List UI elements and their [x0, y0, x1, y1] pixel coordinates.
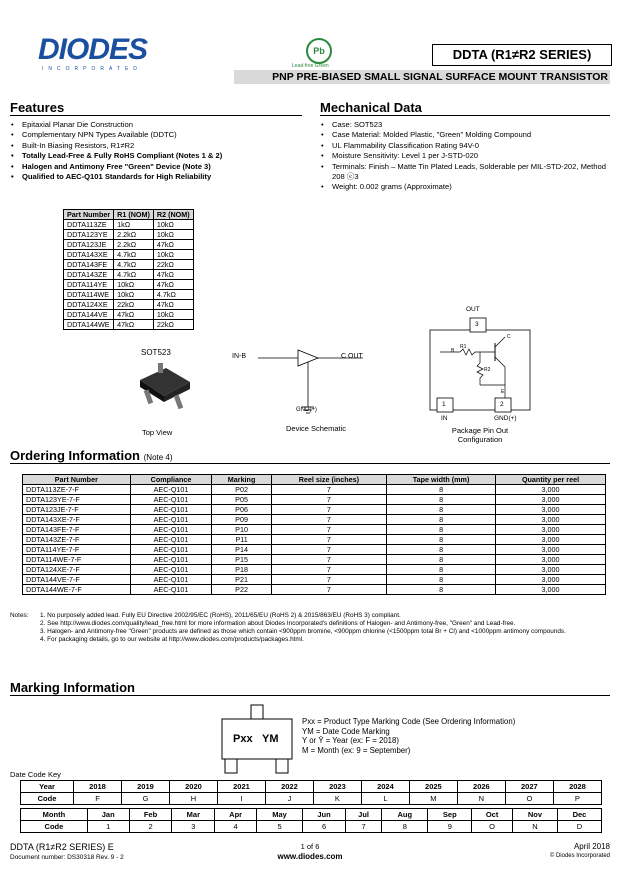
footer-page: 1 of 6	[300, 842, 320, 851]
part-table-cell: 4.7kΩ	[153, 290, 193, 300]
part-table-cell: DDTA144VE	[64, 310, 114, 320]
part-table-cell: DDTA124XE	[64, 300, 114, 310]
ordering-table-cell: 3,000	[496, 485, 606, 495]
ordering-table-cell: AEC-Q101	[130, 585, 212, 595]
part-table-cell: 4.7kΩ	[114, 260, 154, 270]
month-cell: Apr	[215, 809, 257, 821]
feature-item: • Built-In Biasing Resistors, R1≠R2	[22, 141, 302, 151]
month-cell: May	[257, 809, 303, 821]
footer-date: April 2018	[573, 842, 610, 851]
marking-chip-ym: YM	[262, 733, 279, 745]
feature-item: • Epitaxial Planar Die Construction	[22, 120, 302, 130]
ordering-table-cell: P02	[212, 485, 271, 495]
part-table-cell: DDTA144WE	[64, 320, 114, 330]
ordering-table-row	[23, 545, 606, 555]
mechanical-item: • Moisture Sensitivity: Level 1 per J-STD-020	[332, 151, 610, 161]
month-cell: Jun	[303, 809, 346, 821]
part-table-cell: 47kΩ	[114, 310, 154, 320]
marking-legend-line: Y or Ȳ = Year (ex: F = 2018)	[302, 736, 399, 745]
month-code-cell: 3	[172, 821, 215, 833]
note-item: 3. Halogen- and Antimony-free "Green" products are defined as those which contain <900ppm bromine, <900ppm chlorine (<1500ppm total Br + Cl) and <1000ppm antimony compounds.	[40, 628, 566, 635]
month-code-cell: 1	[87, 821, 129, 833]
month-code-cell: N	[512, 821, 557, 833]
marking-section	[10, 680, 610, 696]
part-table-cell: DDTA114WE	[64, 290, 114, 300]
part-table-row	[64, 230, 194, 240]
ordering-table-row	[23, 515, 606, 525]
part-table-row	[64, 270, 194, 280]
part-table-cell: DDTA123YE	[64, 230, 114, 240]
ordering-table-cell: 3,000	[496, 565, 606, 575]
marking-chip-pxx: Pxx	[233, 733, 253, 745]
year-code-cell: O	[505, 793, 553, 805]
sot523-package-image	[128, 360, 198, 415]
month-code-cell: 7	[345, 821, 381, 833]
month-cell: Aug	[382, 809, 428, 821]
marking-legend-line: Pxx = Product Type Marking Code (See Ordering Information)	[302, 717, 516, 726]
ordering-table-cell: 7	[271, 495, 386, 505]
year-cell: Year	[21, 781, 74, 793]
ordering-table-cell: P06	[212, 505, 271, 515]
ordering-table-cell: 3,000	[496, 545, 606, 555]
ordering-table-cell: 7	[271, 555, 386, 565]
schematic-in-b: IN-B	[232, 353, 246, 360]
ordering-table-header: Quantity per reel	[496, 475, 606, 485]
ordering-table-cell: P21	[212, 575, 271, 585]
part-table-cell: 4.7kΩ	[114, 270, 154, 280]
ordering-table-header: Compliance	[130, 475, 212, 485]
ordering-table-row	[23, 585, 606, 595]
year-cell: 2023	[313, 781, 361, 793]
features-title: Features	[10, 100, 302, 116]
month-code-cell: 9	[428, 821, 472, 833]
year-cell: 2021	[217, 781, 265, 793]
ordering-table-cell: AEC-Q101	[130, 565, 212, 575]
part-table-cell: DDTA143XE	[64, 250, 114, 260]
ordering-title	[10, 448, 610, 464]
ordering-table-cell: P05	[212, 495, 271, 505]
month-cell: Nov	[512, 809, 557, 821]
ordering-table-row	[23, 565, 606, 575]
part-table-cell: 1kΩ	[114, 220, 154, 230]
ordering-table-cell: AEC-Q101	[130, 545, 212, 555]
ordering-table-cell: DDTA123YE-7-F	[23, 495, 131, 505]
month-cell: Mar	[172, 809, 215, 821]
ordering-table-cell: 3,000	[496, 555, 606, 565]
ordering-table	[22, 474, 606, 595]
month-code-cell: 6	[303, 821, 346, 833]
month-cell: Jul	[345, 809, 381, 821]
year-cell: 2027	[505, 781, 553, 793]
month-code-cell: 4	[215, 821, 257, 833]
mechanical-item: • Weight: 0.002 grams (Approximate)	[332, 182, 610, 192]
year-cell: 2026	[457, 781, 505, 793]
ordering-table-cell: 7	[271, 545, 386, 555]
diodes-logo-sub: INCORPORATED	[42, 66, 142, 72]
footer-part: DDTA (R1≠R2 SERIES) E	[10, 842, 114, 852]
mechanical-item: • Case Material: Molded Plastic, "Green" Molding Compound	[332, 130, 610, 140]
year-code-cell: F	[74, 793, 122, 805]
month-cell: Dec	[557, 809, 601, 821]
pinout-caption: Package Pin Out Configuration	[451, 426, 509, 444]
month-cell: Oct	[472, 809, 513, 821]
date-code-key-label: Date Code Key	[10, 770, 61, 779]
part-table-cell: DDTA143FE	[64, 260, 114, 270]
ordering-table-cell: 8	[387, 495, 496, 505]
top-view-caption: Top View	[142, 428, 173, 437]
year-code-cell: M	[409, 793, 457, 805]
month-cell: Sep	[428, 809, 472, 821]
ordering-table-cell: 8	[387, 545, 496, 555]
ordering-table-cell: AEC-Q101	[130, 505, 212, 515]
ordering-table-cell: DDTA143XE-7-F	[23, 515, 131, 525]
schematic-caption: Device Schematic	[286, 424, 347, 433]
mechanical-section	[320, 100, 610, 193]
part-table-row	[64, 240, 194, 250]
year-code-cell: N	[457, 793, 505, 805]
ordering-table-header: Tape width (mm)	[387, 475, 496, 485]
ordering-table-cell: DDTA143ZE-7-F	[23, 535, 131, 545]
mechanical-list	[320, 120, 610, 193]
year-code-cell: J	[265, 793, 313, 805]
year-code-cell: L	[361, 793, 409, 805]
part-table-cell: 4.7kΩ	[114, 250, 154, 260]
part-table-cell: 10kΩ	[153, 230, 193, 240]
ordering-table-cell: 8	[387, 515, 496, 525]
month-code-cell: Code	[21, 821, 88, 833]
ordering-table-cell: 3,000	[496, 495, 606, 505]
ordering-table-cell: DDTA144VE-7-F	[23, 575, 131, 585]
part-table-row	[64, 260, 194, 270]
ordering-table-header: Part Number	[23, 475, 131, 485]
ordering-table-cell: 8	[387, 555, 496, 565]
ordering-table-row	[23, 535, 606, 545]
part-table-cell: 10kΩ	[153, 310, 193, 320]
year-code-cell: K	[313, 793, 361, 805]
pinout-pin3: 3	[475, 321, 479, 328]
pinout-pin2: 2	[500, 401, 504, 408]
ordering-table-cell: P15	[212, 555, 271, 565]
note-item: 1. No purposely added lead. Fully EU Directive 2002/95/EC (RoHS), 2011/65/EU (RoHS 2) & 2015/863/EU (RoHS 3) compliant.	[40, 612, 401, 619]
part-table-cell: 10kΩ	[114, 280, 154, 290]
month-code-cell: 5	[257, 821, 303, 833]
ordering-table-row	[23, 555, 606, 565]
part-table-row	[64, 220, 194, 230]
month-cell: Month	[21, 809, 88, 821]
ordering-table-cell: P14	[212, 545, 271, 555]
ordering-table-cell: 3,000	[496, 585, 606, 595]
ordering-table-row	[23, 575, 606, 585]
part-table-header: Part Number	[64, 210, 114, 220]
ordering-table-header: Marking	[212, 475, 271, 485]
part-table-cell: 47kΩ	[114, 320, 154, 330]
part-table-cell: DDTA143ZE	[64, 270, 114, 280]
part-table-row	[64, 290, 194, 300]
ordering-table-cell: DDTA144WE-7-F	[23, 585, 131, 595]
lead-free-label: Lead-free Green	[292, 63, 329, 69]
feature-item: • Qualified to AEC-Q101 Standards for High Reliability	[22, 172, 302, 182]
feature-item: • Complementary NPN Types Available (DDTC)	[22, 130, 302, 140]
ordering-table-row	[23, 525, 606, 535]
year-code-cell: H	[169, 793, 217, 805]
year-code-table	[20, 780, 602, 805]
part-table-cell: 47kΩ	[153, 270, 193, 280]
pinout-r2: R2	[484, 367, 491, 373]
schematic-c-out: C OUT	[341, 353, 363, 360]
pinout-diagram	[425, 315, 535, 415]
ordering-table-cell: 3,000	[496, 525, 606, 535]
part-table-cell: 47kΩ	[153, 300, 193, 310]
note-item: 2. See http://www.diodes.com/quality/lead_free.html for more information about Diodes Incorporated's definitions of Halogen- and Antimony-free, "Green" and Lead-free.	[40, 620, 516, 627]
part-table-row	[64, 250, 194, 260]
ordering-table-cell: AEC-Q101	[130, 575, 212, 585]
part-table-cell: 10kΩ	[153, 250, 193, 260]
month-code-cell: 2	[129, 821, 172, 833]
part-resistor-table	[63, 209, 194, 330]
part-table-cell: 22kΩ	[114, 300, 154, 310]
ordering-table-row	[23, 485, 606, 495]
part-table-cell: 47kΩ	[153, 240, 193, 250]
year-code-cell: P	[553, 793, 601, 805]
ordering-table-cell: 7	[271, 525, 386, 535]
part-series-title: DDTA (R1≠R2 SERIES)	[432, 44, 612, 66]
ordering-table-cell: 7	[271, 585, 386, 595]
ordering-table-cell: 3,000	[496, 515, 606, 525]
ordering-table-cell: 8	[387, 565, 496, 575]
part-table-cell: DDTA114YE	[64, 280, 114, 290]
ordering-table-cell: AEC-Q101	[130, 515, 212, 525]
ordering-table-row	[23, 495, 606, 505]
lead-free-icon: Pb	[306, 38, 332, 64]
part-table-cell: 47kΩ	[153, 280, 193, 290]
part-table-cell: 2.2kΩ	[114, 240, 154, 250]
features-section	[10, 100, 302, 182]
ordering-table-cell: AEC-Q101	[130, 495, 212, 505]
part-table-row	[64, 320, 194, 330]
part-table-cell: 10kΩ	[114, 290, 154, 300]
month-code-cell: D	[557, 821, 601, 833]
part-table-header: R2 (NOM)	[153, 210, 193, 220]
footer-doc-number: Document number: DS30318 Rev. 9 - 2	[10, 854, 124, 861]
ordering-table-cell: 8	[387, 505, 496, 515]
mechanical-item: • Terminals: Finish – Matte Tin Plated Leads, Solderable per MIL-STD-202, Method 208 ⓔ3	[332, 162, 610, 183]
marking-title: Marking Information	[10, 680, 610, 696]
package-label: SOT523	[141, 348, 171, 357]
ordering-table-cell: 8	[387, 485, 496, 495]
year-cell: 2028	[553, 781, 601, 793]
ordering-table-cell: DDTA123JE-7-F	[23, 505, 131, 515]
feature-item: • Totally Lead-Free & Fully RoHS Compliant (Notes 1 & 2)	[22, 151, 302, 161]
ordering-table-cell: 7	[271, 535, 386, 545]
features-list	[10, 120, 302, 182]
ordering-table-cell: AEC-Q101	[130, 485, 212, 495]
part-table-cell: DDTA113ZE	[64, 220, 114, 230]
ordering-title-text: Ordering Information	[10, 448, 140, 463]
mechanical-item: • UL Flammability Classification Rating 94V-0	[332, 141, 610, 151]
part-table-cell: DDTA123JE	[64, 240, 114, 250]
part-table-cell: 2.2kΩ	[114, 230, 154, 240]
part-table-cell: 22kΩ	[153, 260, 193, 270]
pinout-e: E	[501, 389, 505, 395]
year-cell: 2024	[361, 781, 409, 793]
part-table-row	[64, 280, 194, 290]
year-cell: 2025	[409, 781, 457, 793]
part-table-row	[64, 300, 194, 310]
year-cell: 2019	[122, 781, 170, 793]
pinout-in: IN	[441, 415, 448, 422]
ordering-table-cell: 8	[387, 535, 496, 545]
ordering-table-cell: 3,000	[496, 505, 606, 515]
mechanical-title: Mechanical Data	[320, 100, 610, 116]
ordering-table-cell: DDTA113ZE-7-F	[23, 485, 131, 495]
ordering-table-cell: 3,000	[496, 575, 606, 585]
ordering-table-cell: AEC-Q101	[130, 535, 212, 545]
feature-item: • Halogen and Antimony Free "Green" Device (Note 3)	[22, 162, 302, 172]
ordering-table-cell: P10	[212, 525, 271, 535]
part-table-row	[64, 310, 194, 320]
month-cell: Jan	[87, 809, 129, 821]
marking-legend-line: YM = Date Code Marking	[302, 726, 390, 736]
pinout-pin1: 1	[442, 401, 446, 408]
notes-list	[40, 612, 610, 644]
ordering-table-cell: 3,000	[496, 535, 606, 545]
year-cell: 2018	[74, 781, 122, 793]
month-code-table	[20, 808, 602, 833]
ordering-table-cell: DDTA124XE-7-F	[23, 565, 131, 575]
ordering-table-cell: P22	[212, 585, 271, 595]
ordering-table-row	[23, 505, 606, 515]
ordering-table-cell: P09	[212, 515, 271, 525]
ordering-table-header: Reel size (inches)	[271, 475, 386, 485]
year-code-cell: I	[217, 793, 265, 805]
month-code-cell: O	[472, 821, 513, 833]
ordering-table-cell: P11	[212, 535, 271, 545]
marking-legend	[302, 717, 515, 755]
note-item: 4. For packaging details, go to our website at http://www.diodes.com/products/packages.html.	[40, 636, 304, 643]
month-cell: Feb	[129, 809, 172, 821]
pinout-gnd: GND(+)	[494, 415, 517, 422]
ordering-table-cell: DDTA114WE-7-F	[23, 555, 131, 565]
ordering-table-cell: DDTA143FE-7-F	[23, 525, 131, 535]
footer-copyright: © Diodes Incorporated	[549, 853, 610, 859]
ordering-table-cell: 8	[387, 585, 496, 595]
part-table-cell: 10kΩ	[153, 220, 193, 230]
pinout-r1: R1	[460, 344, 467, 350]
ordering-table-cell: 8	[387, 525, 496, 535]
marking-legend-line: M = Month (ex: 9 = September)	[302, 745, 411, 755]
footer-website[interactable]: www.diodes.com	[277, 852, 343, 861]
ordering-table-cell: DDTA114YE-7-F	[23, 545, 131, 555]
year-cell: 2020	[169, 781, 217, 793]
year-code-cell: G	[122, 793, 170, 805]
ordering-table-cell: AEC-Q101	[130, 555, 212, 565]
schematic-gnd: GND(+)	[296, 407, 317, 413]
ordering-table-cell: AEC-Q101	[130, 525, 212, 535]
notes-label: Notes:	[10, 612, 29, 619]
part-table-cell: 22kΩ	[153, 320, 193, 330]
ordering-table-cell: 7	[271, 485, 386, 495]
pinout-out-label: OUT	[466, 306, 480, 313]
ordering-table-cell: 7	[271, 515, 386, 525]
mechanical-item: • Case: SOT523	[332, 120, 610, 130]
ordering-table-cell: 7	[271, 575, 386, 585]
part-table-header: R1 (NOM)	[114, 210, 154, 220]
pinout-c: C	[507, 334, 511, 340]
diodes-logo: DIODES	[38, 33, 148, 66]
year-cell: 2022	[265, 781, 313, 793]
pinout-b: B	[451, 348, 455, 354]
ordering-section	[10, 448, 610, 464]
document-subtitle: PNP PRE-BIASED SMALL SIGNAL SURFACE MOUNT TRANSISTOR	[234, 70, 610, 84]
year-code-cell: Code	[21, 793, 74, 805]
ordering-table-cell: 7	[271, 505, 386, 515]
month-code-cell: 8	[382, 821, 428, 833]
ordering-note: (Note 4)	[143, 453, 173, 462]
ordering-table-cell: P18	[212, 565, 271, 575]
ordering-table-cell: 7	[271, 565, 386, 575]
ordering-table-cell: 8	[387, 575, 496, 585]
